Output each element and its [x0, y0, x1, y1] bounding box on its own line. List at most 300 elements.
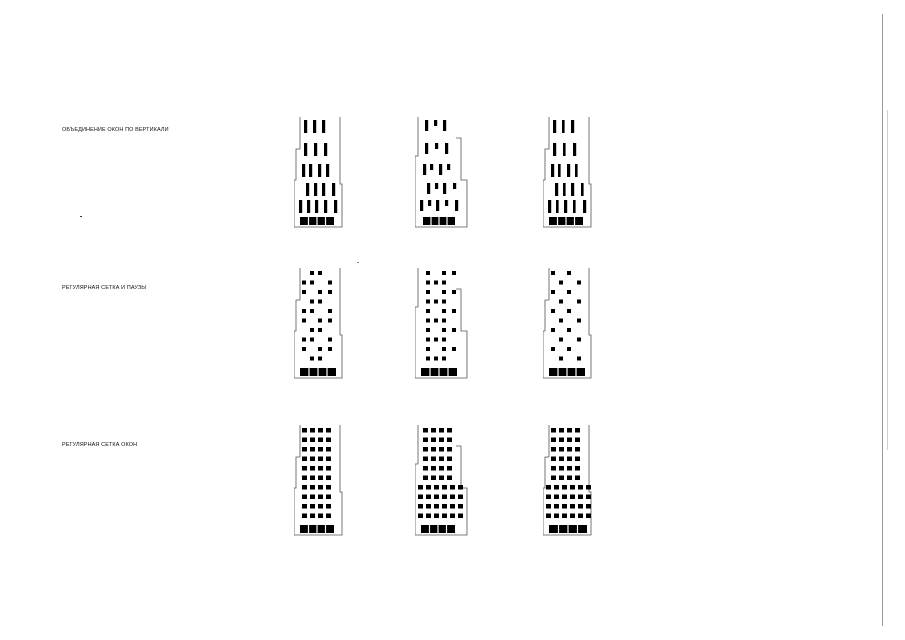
window — [551, 271, 555, 275]
page-edge-line — [882, 14, 883, 626]
window — [310, 447, 315, 452]
window — [302, 164, 305, 177]
window — [318, 300, 322, 304]
window — [581, 183, 584, 196]
window — [318, 347, 322, 351]
window — [575, 476, 580, 481]
window — [426, 319, 430, 323]
window — [318, 476, 323, 481]
window — [426, 328, 430, 332]
window — [324, 143, 327, 156]
window — [546, 504, 551, 509]
window — [326, 466, 331, 471]
window — [562, 120, 565, 133]
window — [307, 200, 310, 213]
window — [567, 309, 571, 313]
window — [443, 183, 446, 194]
shopfront-divider — [447, 368, 448, 376]
window — [434, 357, 438, 361]
window — [546, 514, 551, 519]
shopfront-divider — [557, 368, 558, 376]
window — [452, 290, 456, 294]
window — [434, 495, 439, 500]
window — [551, 164, 554, 177]
window — [447, 476, 452, 481]
window — [442, 281, 446, 285]
window — [575, 457, 580, 462]
window — [577, 357, 581, 361]
window — [551, 457, 556, 462]
window — [447, 447, 452, 452]
window — [575, 428, 580, 433]
window — [434, 319, 438, 323]
window — [546, 495, 551, 500]
window — [302, 504, 307, 509]
window — [452, 328, 456, 332]
window — [326, 428, 331, 433]
window — [570, 514, 575, 519]
window — [439, 428, 444, 433]
window — [423, 466, 428, 471]
window — [559, 338, 563, 342]
facade-diagram — [543, 424, 603, 539]
window — [302, 447, 307, 452]
window — [310, 428, 315, 433]
window — [548, 200, 551, 213]
window — [434, 281, 438, 285]
shopfront-divider — [438, 217, 439, 225]
shopfront-divider — [558, 525, 559, 533]
window — [310, 357, 314, 361]
window — [302, 438, 307, 443]
window — [310, 466, 315, 471]
window — [318, 438, 323, 443]
facade-diagram — [294, 267, 354, 382]
window — [562, 485, 567, 490]
window — [453, 183, 456, 189]
window — [442, 271, 446, 275]
window — [551, 328, 555, 332]
shopfront-divider — [446, 525, 447, 533]
shopfront-divider — [308, 217, 309, 225]
window — [442, 485, 447, 490]
window — [431, 428, 436, 433]
window — [559, 466, 564, 471]
window — [586, 514, 591, 519]
window — [302, 466, 307, 471]
window — [425, 120, 428, 131]
window — [318, 290, 322, 294]
window — [551, 309, 555, 313]
window — [436, 200, 439, 211]
window — [562, 495, 567, 500]
window — [577, 300, 581, 304]
window — [559, 300, 563, 304]
shopfront-divider — [317, 368, 318, 376]
window — [567, 328, 571, 332]
window — [302, 290, 306, 294]
shopfront-divider — [316, 217, 317, 225]
window — [328, 281, 332, 285]
window — [423, 476, 428, 481]
shopfront-divider — [438, 368, 439, 376]
shopfront-divider — [325, 525, 326, 533]
window — [427, 183, 430, 194]
window — [577, 338, 581, 342]
window — [310, 300, 314, 304]
facade-diagram — [294, 424, 354, 539]
window — [324, 200, 327, 213]
window — [551, 447, 556, 452]
window — [318, 271, 322, 275]
window — [556, 200, 559, 213]
shopfront-divider — [430, 217, 431, 225]
window — [575, 438, 580, 443]
window — [318, 504, 323, 509]
window — [322, 120, 325, 133]
window — [326, 447, 331, 452]
window — [445, 200, 448, 206]
window — [554, 514, 559, 519]
window — [577, 319, 581, 323]
facade-diagram — [415, 116, 475, 231]
window — [575, 447, 580, 452]
window — [439, 164, 442, 175]
window — [442, 319, 446, 323]
window — [426, 281, 430, 285]
window — [326, 514, 331, 519]
window — [442, 495, 447, 500]
window — [435, 183, 438, 189]
window — [302, 319, 306, 323]
window — [302, 514, 307, 519]
window — [575, 164, 578, 177]
window — [302, 495, 307, 500]
window — [442, 504, 447, 509]
window — [563, 183, 566, 196]
window — [442, 347, 446, 351]
window — [318, 357, 322, 361]
window — [567, 428, 572, 433]
window — [442, 338, 446, 342]
window — [559, 447, 564, 452]
window — [434, 504, 439, 509]
window — [458, 485, 463, 490]
row-label-grid-pauses: РЕГУЛЯРНАЯ СЕТКА И ПАУЗЫ — [62, 285, 147, 291]
window — [304, 120, 307, 133]
window — [431, 466, 436, 471]
window — [310, 281, 314, 285]
window — [435, 143, 438, 149]
window — [434, 300, 438, 304]
page-edge-line — [887, 110, 888, 450]
shopfront-divider — [429, 525, 430, 533]
window — [573, 200, 576, 213]
window — [559, 457, 564, 462]
window — [583, 200, 586, 213]
shopfront-divider — [566, 368, 567, 376]
window — [439, 457, 444, 462]
facade-diagram — [294, 116, 354, 231]
facade-diagram — [415, 424, 475, 539]
window — [554, 495, 559, 500]
window — [318, 466, 323, 471]
window — [551, 428, 556, 433]
window — [322, 183, 325, 196]
shopfront-divider — [308, 525, 309, 533]
window — [430, 164, 433, 170]
window — [326, 438, 331, 443]
window — [434, 485, 439, 490]
window — [442, 300, 446, 304]
window — [318, 495, 323, 500]
window — [559, 438, 564, 443]
window — [418, 495, 423, 500]
window — [573, 143, 576, 156]
window — [559, 281, 563, 285]
window — [559, 476, 564, 481]
window — [418, 485, 423, 490]
window — [455, 200, 458, 211]
window — [310, 309, 314, 313]
window — [426, 300, 430, 304]
shopfront-divider — [429, 368, 430, 376]
window — [302, 281, 306, 285]
window — [423, 447, 428, 452]
window — [586, 495, 591, 500]
window — [302, 309, 306, 313]
window — [313, 120, 316, 133]
window — [426, 495, 431, 500]
shopfront-divider — [325, 217, 326, 225]
window — [326, 476, 331, 481]
building-outline — [294, 268, 342, 378]
window — [578, 495, 583, 500]
window — [431, 438, 436, 443]
window — [554, 504, 559, 509]
window — [310, 514, 315, 519]
window — [447, 466, 452, 471]
window — [450, 504, 455, 509]
window — [571, 183, 574, 196]
window — [571, 120, 574, 133]
window — [450, 514, 455, 519]
window — [310, 504, 315, 509]
window — [428, 200, 431, 206]
window — [314, 143, 317, 156]
window — [551, 476, 556, 481]
shopfront-divider — [308, 368, 309, 376]
window — [302, 485, 307, 490]
window — [439, 447, 444, 452]
window — [318, 328, 322, 332]
window — [434, 514, 439, 519]
window — [553, 120, 556, 133]
window — [310, 457, 315, 462]
window — [434, 338, 438, 342]
window — [570, 495, 575, 500]
window — [326, 495, 331, 500]
window — [559, 319, 563, 323]
window — [562, 514, 567, 519]
window — [442, 290, 446, 294]
window — [458, 504, 463, 509]
shopfront-divider — [575, 368, 576, 376]
window — [318, 485, 323, 490]
window — [423, 457, 428, 462]
window — [439, 466, 444, 471]
window — [431, 476, 436, 481]
window — [302, 347, 306, 351]
window — [447, 438, 452, 443]
window — [447, 457, 452, 462]
row-label-window-grid: РЕГУЛЯРНАЯ СЕТКА ОКОН — [62, 442, 138, 448]
window — [577, 281, 581, 285]
window — [450, 495, 455, 500]
shopfront-divider — [446, 217, 447, 225]
window — [431, 447, 436, 452]
window — [328, 338, 332, 342]
window — [318, 164, 321, 177]
window — [439, 476, 444, 481]
window — [302, 428, 307, 433]
window — [570, 485, 575, 490]
window — [310, 485, 315, 490]
window — [458, 495, 463, 500]
window — [326, 457, 331, 462]
window — [578, 485, 583, 490]
window — [442, 514, 447, 519]
window — [567, 438, 572, 443]
window — [567, 447, 572, 452]
window — [426, 338, 430, 342]
window — [452, 309, 456, 313]
scan-speck — [357, 262, 359, 263]
shopfront-divider — [316, 525, 317, 533]
facade-diagram — [543, 116, 603, 231]
window — [567, 476, 572, 481]
window — [447, 164, 450, 170]
window — [332, 183, 335, 196]
window — [326, 485, 331, 490]
window — [310, 476, 315, 481]
window — [442, 357, 446, 361]
window — [426, 290, 430, 294]
window — [570, 504, 575, 509]
window — [559, 428, 564, 433]
window — [452, 347, 456, 351]
window — [318, 447, 323, 452]
window — [302, 457, 307, 462]
window — [551, 466, 556, 471]
window — [426, 357, 430, 361]
window — [558, 164, 561, 177]
window — [328, 309, 332, 313]
window — [328, 290, 332, 294]
window — [302, 476, 307, 481]
window — [567, 466, 572, 471]
window — [586, 485, 591, 490]
window — [551, 438, 556, 443]
window — [318, 319, 322, 323]
window — [418, 514, 423, 519]
row-label-vertical-merge: ОБЪЕДИНЕНИЕ ОКОН ПО ВЕРТИКАЛИ — [62, 127, 169, 133]
window — [551, 290, 555, 294]
window — [426, 309, 430, 313]
window — [318, 428, 323, 433]
window — [426, 485, 431, 490]
window — [309, 164, 312, 177]
scan-speck — [80, 216, 82, 217]
window — [306, 183, 309, 196]
shopfront-divider — [437, 525, 438, 533]
window — [458, 514, 463, 519]
window — [578, 514, 583, 519]
shopfront-divider — [565, 217, 566, 225]
building-outline — [543, 268, 591, 378]
window — [310, 438, 315, 443]
window — [418, 504, 423, 509]
window — [555, 183, 558, 196]
shopfront-divider — [577, 525, 578, 533]
window — [559, 357, 563, 361]
window — [426, 504, 431, 509]
window — [562, 504, 567, 509]
window — [442, 328, 446, 332]
window — [586, 504, 591, 509]
window — [450, 485, 455, 490]
window — [426, 271, 430, 275]
window — [554, 485, 559, 490]
window — [425, 143, 428, 154]
window — [423, 164, 426, 175]
window — [334, 200, 337, 213]
window — [314, 183, 317, 196]
window — [304, 143, 307, 156]
window — [326, 504, 331, 509]
window — [452, 271, 456, 275]
window — [302, 338, 306, 342]
window — [310, 338, 314, 342]
window — [420, 200, 423, 211]
window — [310, 271, 314, 275]
window — [546, 485, 551, 490]
shopfront-divider — [326, 368, 327, 376]
window — [551, 347, 555, 351]
window — [439, 438, 444, 443]
window — [567, 271, 571, 275]
window — [318, 457, 323, 462]
window — [310, 328, 314, 332]
window — [578, 504, 583, 509]
window — [564, 200, 567, 213]
shopfront-divider — [567, 525, 568, 533]
building-outline — [415, 268, 467, 378]
shopfront-divider — [574, 217, 575, 225]
window — [310, 495, 315, 500]
window — [431, 457, 436, 462]
window — [426, 347, 430, 351]
window — [443, 120, 446, 131]
window — [328, 319, 332, 323]
window — [423, 428, 428, 433]
window — [315, 200, 318, 213]
window — [423, 438, 428, 443]
window — [567, 347, 571, 351]
window — [447, 428, 452, 433]
window — [563, 143, 566, 156]
window — [553, 143, 556, 156]
